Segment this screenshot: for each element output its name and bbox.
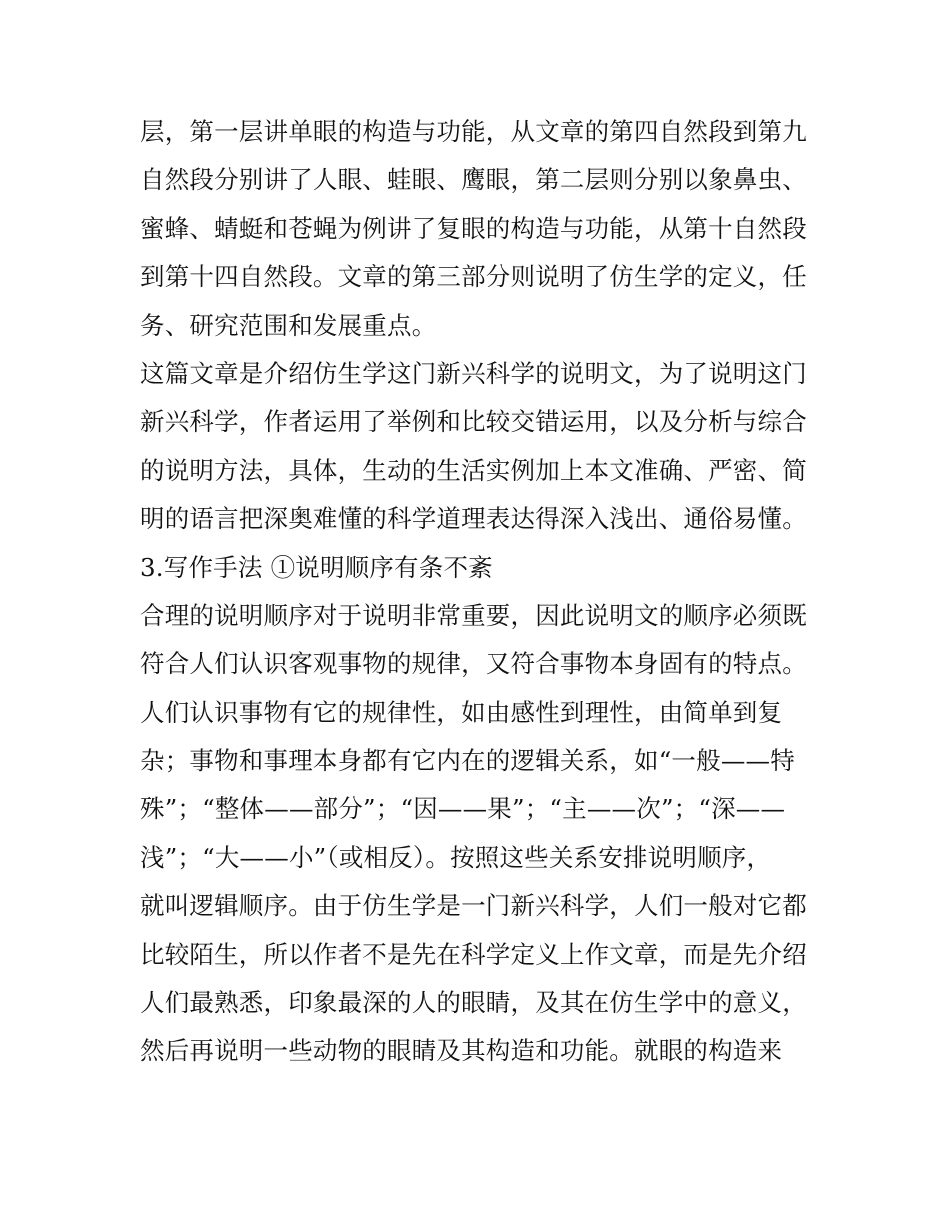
text-line-6: 这篇文章是介绍仿生学这门新兴科学的说明文，为了说明这门 [140,358,807,388]
text-line-19: 人们最熟悉，印象最深的人的眼睛，及其在仿生学中的意义， [140,988,807,1018]
text-line-18: 比较陌生，所以作者不是先在科学定义上作文章，而是先介绍 [140,939,807,969]
document-body [140,108,820,1076]
text-line-17: 就叫逻辑顺序。由于仿生学是一门新兴科学，人们一般对它都 [140,891,807,921]
text-line-1: 层，第一层讲单眼的构造与功能，从文章的第四自然段到第九 [140,117,807,146]
section-heading: 3.写作手法 ①说明顺序有条不紊 [140,552,493,582]
text-line-20: 然后再说明一些动物的眼睛及其构造和功能。就眼的构造来 [140,1036,783,1066]
text-line-3: 蜜蜂、蜻蜓和苍蝇为例讲了复眼的构造与功能，从第十自然段 [140,213,807,243]
text-line-9: 明的语言把深奥难懂的科学道理表达得深入浅出、通俗易懂。 [140,504,807,534]
text-line-13: 人们认识事物有它的规律性，如由感性到理性，由简单到复 [140,697,783,727]
text-line-12: 符合人们认识客观事物的规律，又符合事物本身固有的特点。 [140,649,807,679]
text-line-8: 的说明方法，具体，生动的生活实例加上本文准确、严密、简 [140,455,807,485]
text-line-5: 务、研究范围和发展重点。 [140,310,437,340]
text-line-7: 新兴科学，作者运用了举例和比较交错运用，以及分析与综合 [140,407,807,437]
text-line-14: 杂；事物和事理本身都有它内在的逻辑关系，如“一般——特 [140,746,795,776]
text-line-11: 合理的说明顺序对于说明非常重要，因此说明文的顺序必须既 [140,600,807,630]
text-line-16: 浅”；“大——小”（或相反）。按照这些关系安排说明顺序， [140,842,772,872]
text-line-2: 自然段分别讲了人眼、蛙眼、鹰眼，第二层则分别以象鼻虫、 [140,165,807,195]
text-line-15: 殊”；“整体——部分”；“因——果”；“主——次”；“深—— [140,794,786,824]
text-line-4: 到第十四自然段。文章的第三部分则说明了仿生学的定义，任 [140,262,807,292]
